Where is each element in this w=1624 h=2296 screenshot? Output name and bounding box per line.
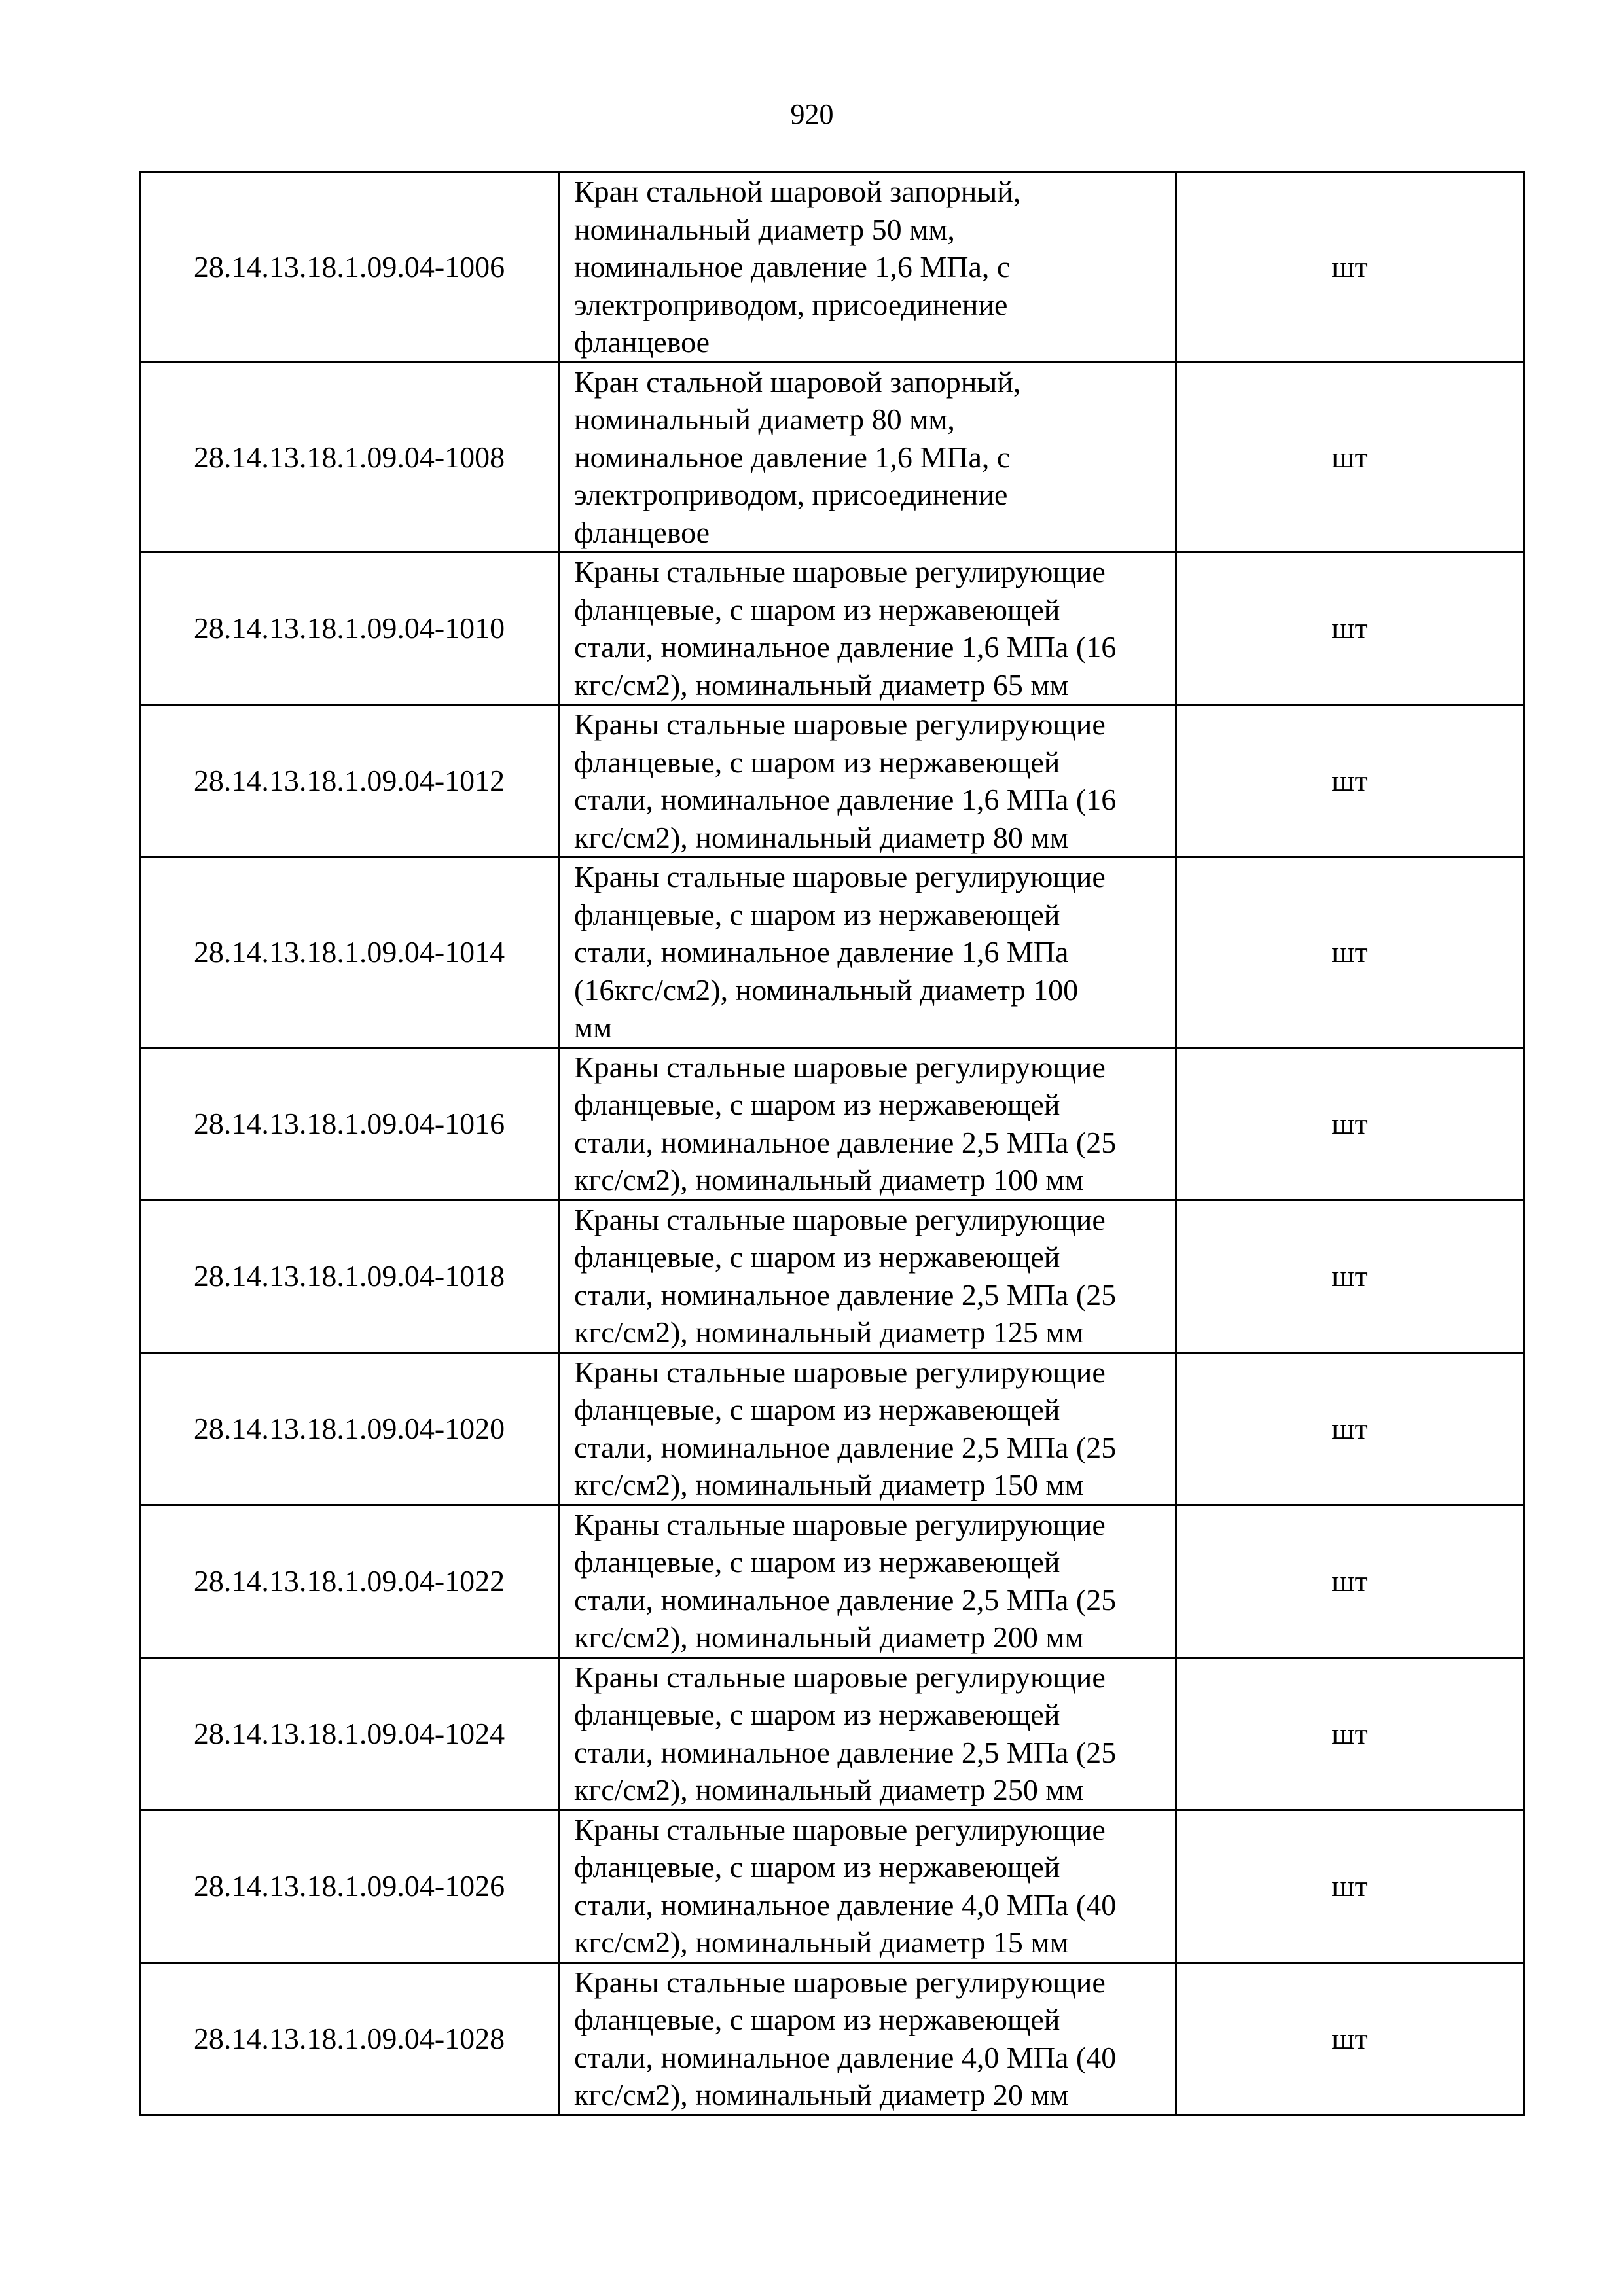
resource-description <box>559 1352 1176 1505</box>
description-line: Краны стальные шаровые регулирующие <box>574 708 1106 741</box>
description-line: номинальный диаметр 50 мм, <box>574 212 955 246</box>
resource-unit: шт <box>1176 1047 1524 1200</box>
description-line: номинальный диаметр 80 мм, <box>574 403 955 436</box>
table-row <box>140 172 1524 363</box>
description-line: фланцевые, с шаром из нержавеющей <box>574 1088 1060 1121</box>
table-row <box>140 857 1524 1048</box>
resource-code: 28.14.13.18.1.09.04-1028 <box>140 1962 559 2115</box>
resource-code: 28.14.13.18.1.09.04-1026 <box>140 1810 559 1962</box>
description-line: Краны стальные шаровые регулирующие <box>574 1050 1106 1084</box>
description-line: кгс/см2), номинальный диаметр 20 мм <box>574 2078 1069 2111</box>
description-line: Кран стальной шаровой запорный, <box>574 365 1021 399</box>
table-row <box>140 1657 1524 1810</box>
description-line: стали, номинальное давление 1,6 МПа (16 <box>574 630 1117 664</box>
description-line: Краны стальные шаровые регулирующие <box>574 860 1106 893</box>
description-line: Краны стальные шаровые регулирующие <box>574 555 1106 588</box>
description-line: фланцевые, с шаром из нержавеющей <box>574 1850 1060 1884</box>
resource-code: 28.14.13.18.1.09.04-1012 <box>140 705 559 857</box>
table-row <box>140 1047 1524 1200</box>
resource-unit: шт <box>1176 172 1524 363</box>
resource-code: 28.14.13.18.1.09.04-1010 <box>140 552 559 705</box>
resource-description <box>559 1657 1176 1810</box>
description-line: кгс/см2), номинальный диаметр 200 мм <box>574 1621 1084 1654</box>
description-line: Краны стальные шаровые регулирующие <box>574 1965 1106 1999</box>
description-line: электроприводом, присоединение <box>574 478 1008 511</box>
resource-code: 28.14.13.18.1.09.04-1018 <box>140 1200 559 1352</box>
description-line: фланцевое <box>574 515 710 549</box>
description-line: кгс/см2), номинальный диаметр 80 мм <box>574 820 1069 854</box>
resource-unit: шт <box>1176 1810 1524 1962</box>
description-line: номинальное давление 1,6 МПа, с <box>574 250 1011 283</box>
resource-description <box>559 1810 1176 1962</box>
resource-code: 28.14.13.18.1.09.04-1016 <box>140 1047 559 1200</box>
description-line: кгс/см2), номинальный диаметр 125 мм <box>574 1316 1084 1349</box>
description-line: кгс/см2), номинальный диаметр 100 мм <box>574 1163 1084 1196</box>
description-line: фланцевые, с шаром из нержавеющей <box>574 1393 1060 1426</box>
description-line: фланцевые, с шаром из нержавеющей <box>574 897 1060 931</box>
description-line: стали, номинальное давление 4,0 МПа (40 <box>574 2040 1117 2074</box>
table-row <box>140 1810 1524 1962</box>
description-line: стали, номинальное давление 2,5 МПа (25 <box>574 1125 1117 1159</box>
resource-unit: шт <box>1176 1657 1524 1810</box>
description-line: стали, номинальное давление 4,0 МПа (40 <box>574 1888 1117 1922</box>
description-line: фланцевое <box>574 325 710 359</box>
description-line: фланцевые, с шаром из нержавеющей <box>574 2003 1060 2036</box>
table-row <box>140 1962 1524 2115</box>
description-line: Краны стальные шаровые регулирующие <box>574 1507 1106 1541</box>
table-row <box>140 362 1524 552</box>
resource-description <box>559 552 1176 705</box>
description-line: фланцевые, с шаром из нержавеющей <box>574 1698 1060 1731</box>
description-line: фланцевые, с шаром из нержавеющей <box>574 745 1060 779</box>
resource-code: 28.14.13.18.1.09.04-1014 <box>140 857 559 1048</box>
description-line: стали, номинальное давление 2,5 МПа (25 <box>574 1583 1117 1617</box>
resource-description <box>559 1962 1176 2115</box>
resource-unit: шт <box>1176 552 1524 705</box>
resource-unit: шт <box>1176 857 1524 1048</box>
resource-unit: шт <box>1176 1505 1524 1657</box>
resource-description <box>559 1200 1176 1352</box>
resource-unit: шт <box>1176 362 1524 552</box>
resource-description <box>559 857 1176 1048</box>
resource-description <box>559 705 1176 857</box>
description-line: стали, номинальное давление 1,6 МПа (16 <box>574 783 1117 816</box>
description-line: Краны стальные шаровые регулирующие <box>574 1355 1106 1389</box>
table-row <box>140 1505 1524 1657</box>
resource-code: 28.14.13.18.1.09.04-1022 <box>140 1505 559 1657</box>
description-line: Краны стальные шаровые регулирующие <box>574 1812 1106 1846</box>
description-line: мм <box>574 1011 613 1044</box>
table-row <box>140 1352 1524 1505</box>
resource-description <box>559 362 1176 552</box>
table-row <box>140 552 1524 705</box>
description-line: номинальное давление 1,6 МПа, с <box>574 440 1011 474</box>
description-line: Краны стальные шаровые регулирующие <box>574 1660 1106 1694</box>
resource-table <box>139 171 1525 2116</box>
description-line: стали, номинальное давление 1,6 МПа <box>574 935 1069 969</box>
resource-unit: шт <box>1176 1962 1524 2115</box>
resource-unit: шт <box>1176 1352 1524 1505</box>
resource-description <box>559 1505 1176 1657</box>
description-line: Кран стальной шаровой запорный, <box>574 175 1021 208</box>
resource-code: 28.14.13.18.1.09.04-1006 <box>140 172 559 363</box>
description-line: кгс/см2), номинальный диаметр 65 мм <box>574 668 1069 702</box>
description-line: кгс/см2), номинальный диаметр 150 мм <box>574 1468 1084 1501</box>
resource-description <box>559 172 1176 363</box>
description-line: стали, номинальное давление 2,5 МПа (25 <box>574 1735 1117 1769</box>
resource-code: 28.14.13.18.1.09.04-1008 <box>140 362 559 552</box>
description-line: (16кгс/см2), номинальный диаметр 100 <box>574 973 1079 1007</box>
resource-code: 28.14.13.18.1.09.04-1020 <box>140 1352 559 1505</box>
description-line: стали, номинальное давление 2,5 МПа (25 <box>574 1278 1117 1312</box>
resource-table-body <box>140 172 1524 2115</box>
description-line: фланцевые, с шаром из нержавеющей <box>574 592 1060 626</box>
description-line: кгс/см2), номинальный диаметр 15 мм <box>574 1926 1069 1959</box>
table-row <box>140 1200 1524 1352</box>
page-number: 920 <box>790 98 834 130</box>
description-line: стали, номинальное давление 2,5 МПа (25 <box>574 1430 1117 1464</box>
description-line: Краны стальные шаровые регулирующие <box>574 1202 1106 1236</box>
description-line: электроприводом, присоединение <box>574 287 1008 321</box>
resource-description <box>559 1047 1176 1200</box>
description-line: фланцевые, с шаром из нержавеющей <box>574 1545 1060 1579</box>
table-row <box>140 705 1524 857</box>
resource-unit: шт <box>1176 1200 1524 1352</box>
description-line: кгс/см2), номинальный диаметр 250 мм <box>574 1773 1084 1806</box>
resource-code: 28.14.13.18.1.09.04-1024 <box>140 1657 559 1810</box>
description-line: фланцевые, с шаром из нержавеющей <box>574 1240 1060 1274</box>
resource-unit: шт <box>1176 705 1524 857</box>
